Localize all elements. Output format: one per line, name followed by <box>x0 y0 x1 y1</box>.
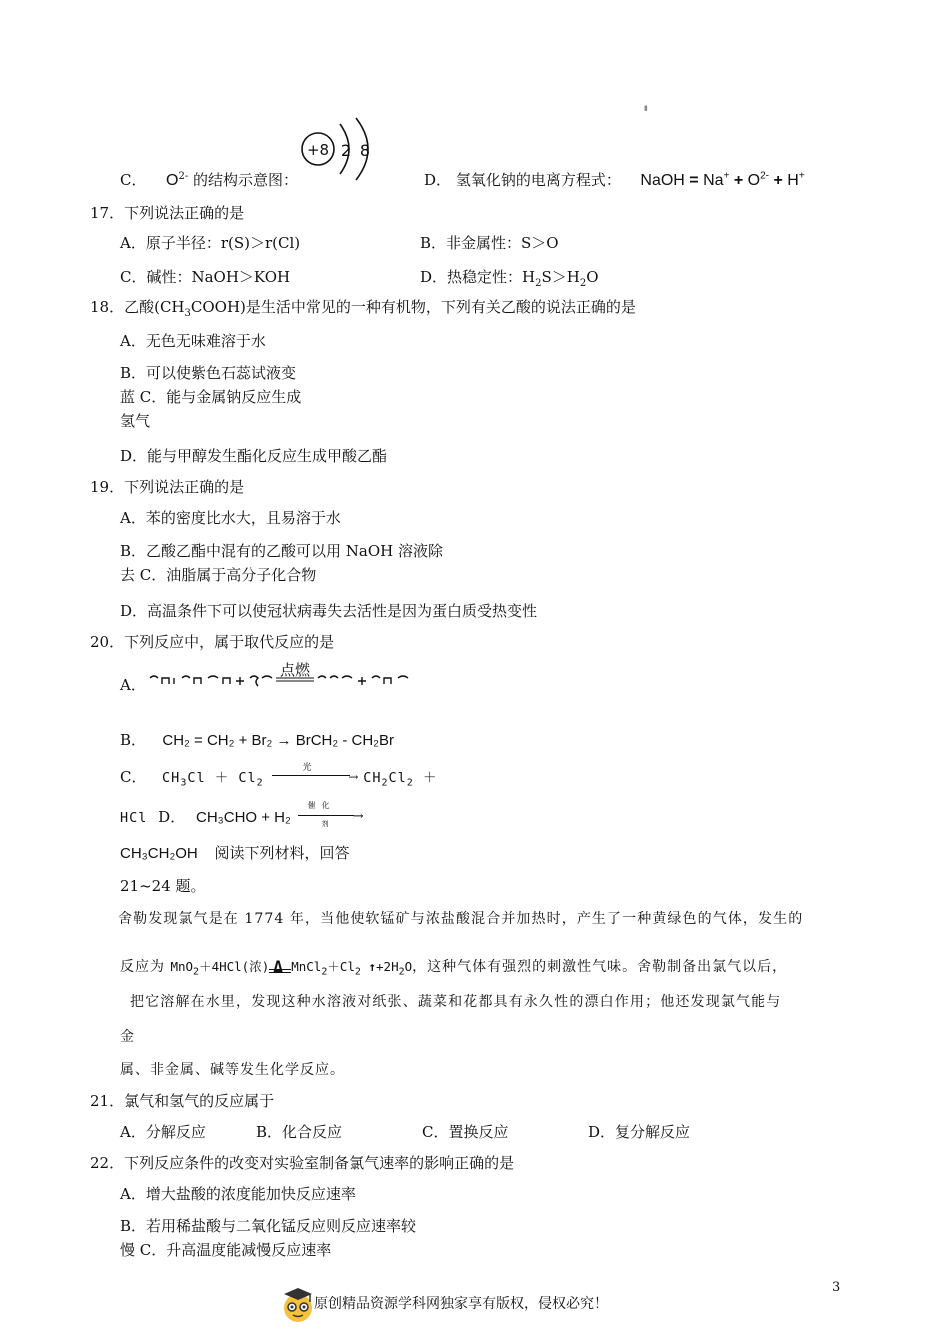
q21-option-b: B．化合反应 <box>256 1123 343 1141</box>
catalyst-arrow: 催化 剂 → <box>296 808 364 822</box>
q18-option-b-cont-c: 蓝 C．能与金属钠反应生成 <box>120 388 302 406</box>
chlorine-preparation-equation: MnO$_2$＋4HCl(浓) Δ $MnCl_2+Cl_2$ $↑+2H_2O$ <box>170 957 413 978</box>
option-text: 的结构示意图： <box>193 171 299 189</box>
passage-line-4: 金 <box>120 1029 134 1045</box>
option-c-product-tail: HCl <box>120 810 148 826</box>
q17-option-d: D．热稳定性：$H_2S>H_2O$ <box>420 268 599 289</box>
q22-option-b: B．若用稀盐酸与二氧化锰反应则反应速率较 <box>120 1217 417 1235</box>
passage-line-1: 舍勒发现氯气是在 1774 年，当他使软锰矿与浓盐酸混合并加热时，产生了一种黄绿色的气体，发生的 <box>118 911 804 927</box>
nucleus-charge: +8 <box>306 141 330 159</box>
q20-option-d-product: CH₃CH₂OH 阅读下列材料，回答 <box>120 844 350 862</box>
q18-option-d: D．能与甲醇发生酯化反应生成甲酸乙酯 <box>120 447 388 465</box>
q16-option-d <box>424 170 805 191</box>
q17-stem: 17．下列说法正确的是 <box>90 204 245 222</box>
reading-intro-cont: 21~24 题。 <box>120 877 206 895</box>
light-arrow: 光 → <box>268 768 358 782</box>
q18-option-c-cont: 氢气 <box>120 412 151 430</box>
q20-option-c: C． $CH_3Cl + Cl_2$ 光 → $CH_2Cl_2$ ＋ <box>120 763 438 789</box>
q19-option-a: A．苯的密度比水大，且易溶于水 <box>120 509 341 527</box>
passage-line-5: 属、非金属、碱等发生化学反应。 <box>120 1062 345 1078</box>
passage-line-3: 把它溶解在水里，发现这种水溶液对纸张、蔬菜和花都具有永久性的漂白作用；他还发现氯气能与 <box>130 994 782 1010</box>
q20-option-a-label: A． <box>120 676 146 694</box>
option-text: 氢氧化钠的电离方程式： <box>455 171 621 189</box>
q18-option-a: A．无色无味难溶于水 <box>120 332 266 350</box>
q20-option-a-condition: 点燃 <box>280 661 311 679</box>
q19-stem: 19．下列说法正确的是 <box>90 478 245 496</box>
q22-option-a: A．增大盐酸的浓度能加快反应速率 <box>120 1185 356 1203</box>
oxygen-ion-structure-diagram <box>298 114 388 184</box>
shell-2-electrons: 8 <box>359 141 371 160</box>
q17-option-a: A．原子半径：r(S)＞r(Cl) <box>120 234 301 252</box>
q20-stem: 20．下列反应中，属于取代反应的是 <box>90 633 335 651</box>
q21-option-d: D．复分解反应 <box>588 1123 691 1141</box>
q20-option-d: HCl D． CH₃CHO + H₂ 催化 剂 → <box>120 801 364 828</box>
q22-option-b-cont-c: 慢 C．升高温度能减慢反应速率 <box>120 1241 332 1259</box>
passage-line-2: 反应为 MnO$_2$＋4HCl(浓) Δ $MnCl_2+Cl_2$ $↑+2H_2O$，这种气体有强烈的刺激性气味。舍勒制备出氯气以后， <box>120 957 788 978</box>
reaction-equation: CH₂ = CH₂ + Br₂ → BrCH₂ - CH₂Br <box>162 732 395 749</box>
q20-option-a-equation-clipped <box>148 672 418 692</box>
q19-option-b: B．乙酸乙酯中混有的乙酸可以用 NaOH 溶液除 <box>120 542 444 560</box>
q17-option-b: B．非金属性：S＞O <box>420 234 559 252</box>
copyright-text: 原创精品资源学科网独家享有版权，侵权必究！ <box>314 1296 608 1312</box>
q21-option-a: A．分解反应 <box>120 1123 206 1141</box>
q18-option-b: B．可以使紫色石蕊试液变 <box>120 364 297 382</box>
copyright-footer <box>280 1282 700 1326</box>
option-label: C． <box>120 171 147 189</box>
q19-option-b-cont-c: 去 C．油脂属于高分子化合物 <box>120 566 317 584</box>
q16-option-c <box>120 170 298 191</box>
ion-charge: 2- <box>178 171 189 182</box>
q18-stem: 18．乙酸$(CH_3COOH)$是生活中常见的一种有机物，下列有关乙酸的说法正确的是 <box>90 298 636 319</box>
q20-option-b: B． CH₂ = CH₂ + Br₂ → BrCH₂ - CH₂Br <box>120 731 395 749</box>
shell-1-electrons: 2 <box>340 141 352 160</box>
q21-option-c: C．置换反应 <box>422 1123 509 1141</box>
reaction-reactants: $CH_3Cl + Cl_2$ <box>162 770 264 789</box>
scholar-mascot-icon <box>280 1284 316 1324</box>
reaction-reactants: CH₃CHO + H₂ <box>195 809 291 826</box>
option-label: D． <box>424 171 452 189</box>
stray-mark: ▮ <box>644 104 648 112</box>
q22-stem: 22．下列反应条件的改变对实验室制备氯气速率的影响正确的是 <box>90 1154 515 1172</box>
page-number: 3 <box>832 1280 841 1295</box>
reaction-products: $CH_2Cl_2$ ＋ <box>363 770 438 789</box>
ionization-equation: NaOH = $Na^+ + O^{2-} + H^+$ <box>640 170 805 189</box>
q21-stem: 21．氯气和氢气的反应属于 <box>90 1092 275 1110</box>
ion-symbol: O <box>166 172 179 189</box>
q17-option-c: C．碱性：NaOH＞KOH <box>120 268 291 286</box>
q19-option-d: D．高温条件下可以使冠状病毒失去活性是因为蛋白质受热变性 <box>120 602 538 620</box>
